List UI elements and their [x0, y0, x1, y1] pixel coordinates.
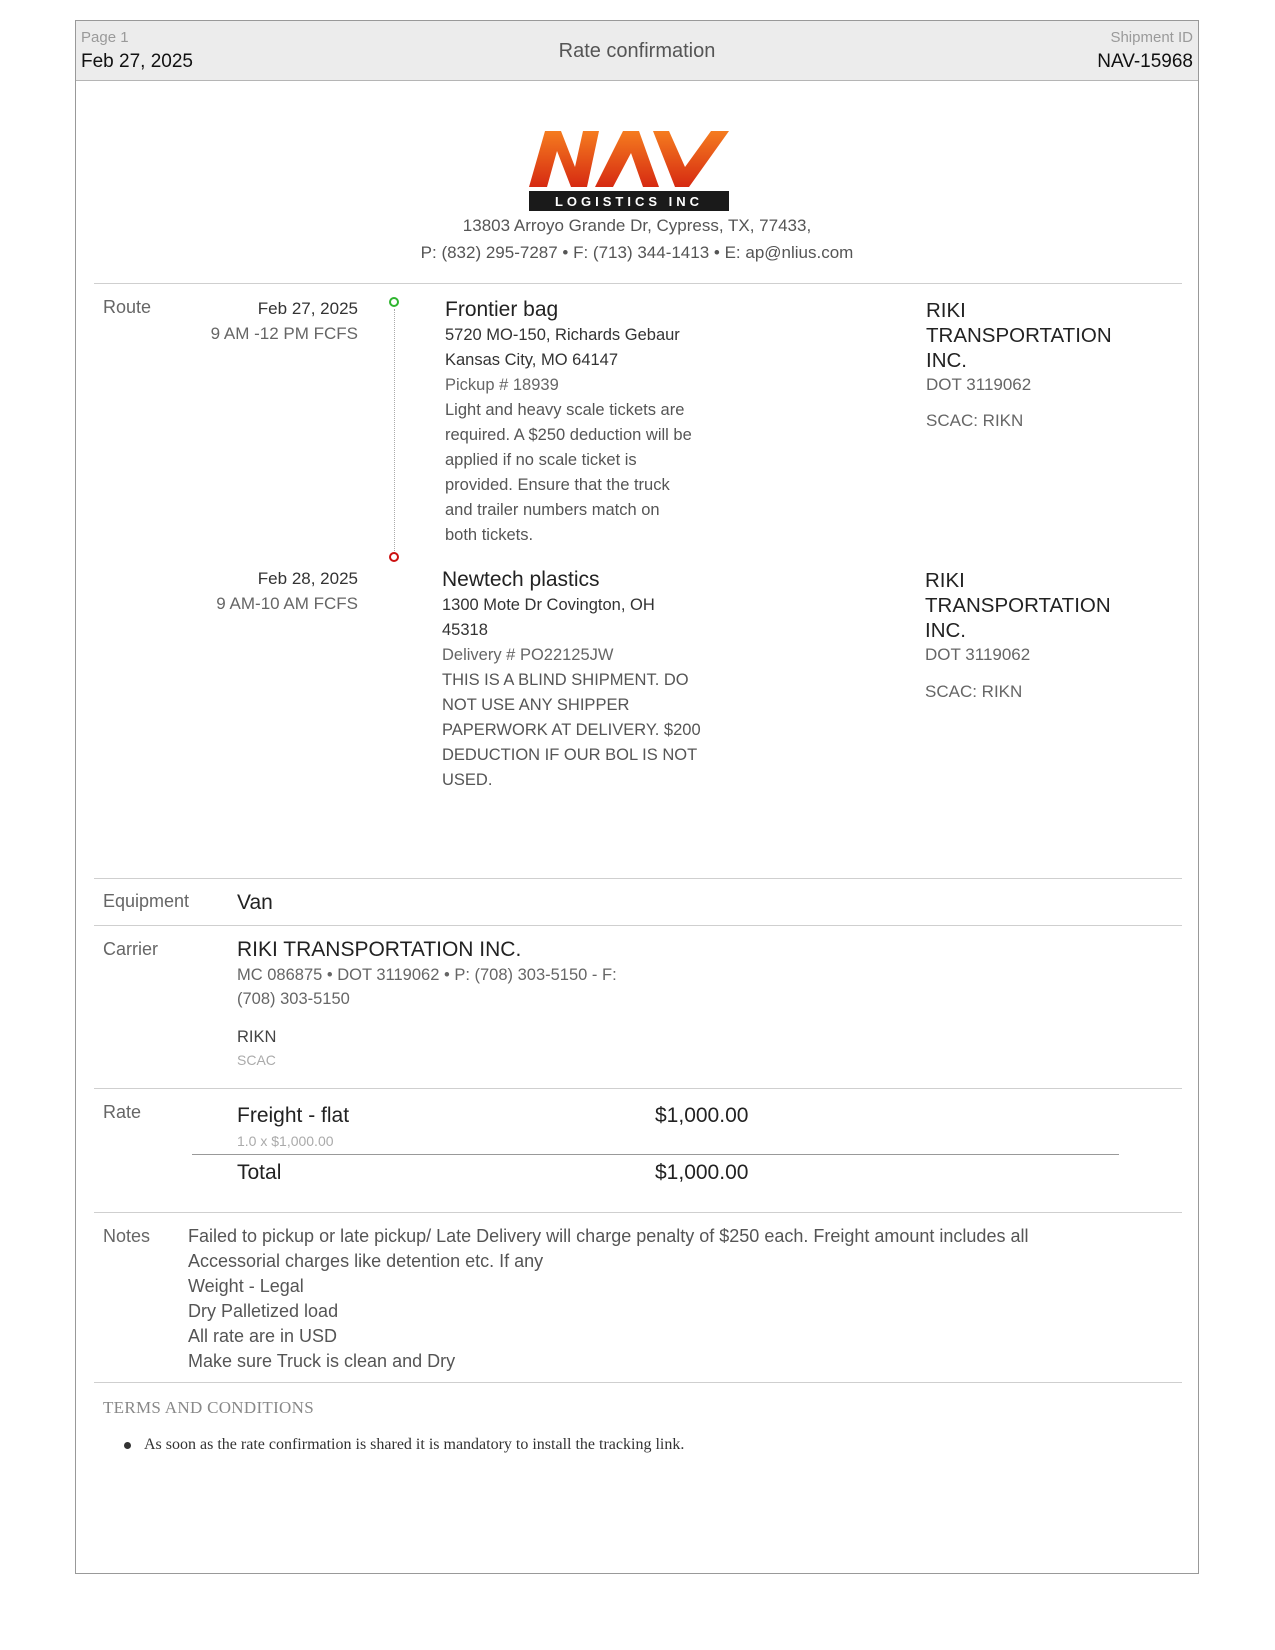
notes-line: Weight - Legal	[188, 1276, 304, 1296]
pickup-note-line: required. A $250 deduction will be	[445, 426, 692, 444]
delivery-name: Newtech plastics	[442, 568, 600, 591]
carrier-name-line: TRANSPORTATION	[925, 594, 1111, 617]
page-title: Rate confirmation	[558, 40, 716, 62]
pickup-note-line: and trailer numbers match on	[445, 501, 660, 519]
rate-total-label: Total	[237, 1161, 282, 1184]
rate-item-detail: 1.0 x $1,000.00	[237, 1133, 334, 1149]
equipment-label: Equipment	[103, 891, 190, 911]
carrier-name-line: TRANSPORTATION	[926, 324, 1112, 347]
divider	[94, 1088, 1182, 1089]
page-label: Page 1	[81, 29, 129, 46]
terms-title: TERMS AND CONDITIONS	[103, 1398, 314, 1417]
delivery-ref: Delivery # PO22125JW	[442, 646, 614, 664]
delivery-note-line: DEDUCTION IF OUR BOL IS NOT	[442, 746, 698, 764]
carrier-name-line: INC.	[926, 349, 967, 372]
carrier-label: Carrier	[103, 939, 159, 959]
delivery-time: 9 AM-10 AM FCFS	[216, 594, 358, 613]
shipment-id: NAV-15968	[1097, 51, 1193, 72]
delivery-note-line: USED.	[442, 771, 493, 789]
rate-item-amount: $1,000.00	[655, 1104, 749, 1127]
document-header	[76, 21, 1198, 81]
pickup-carrier-dot: DOT 3119062	[926, 375, 1032, 394]
delivery-date: Feb 28, 2025	[257, 569, 358, 588]
pickup-address-2: Kansas City, MO 64147	[445, 351, 619, 369]
pickup-carrier-scac: SCAC: RIKN	[926, 411, 1024, 430]
carrier-details-1: MC 086875 • DOT 3119062 • P: (708) 303-5150 - F:	[237, 966, 617, 984]
pickup-note-line: applied if no scale ticket is	[445, 451, 637, 469]
notes-body	[188, 1224, 1028, 1374]
pickup-carrier-name	[926, 298, 1126, 373]
carrier-name-line: RIKI	[925, 569, 965, 592]
company-logo	[527, 125, 739, 215]
divider	[94, 878, 1182, 879]
header-date: Feb 27, 2025	[81, 51, 193, 72]
pickup-note-line: Light and heavy scale tickets are	[445, 401, 685, 419]
pickup-time: 9 AM -12 PM FCFS	[210, 324, 358, 343]
notes-line: Accessorial charges like detention etc. If any	[188, 1251, 544, 1271]
pickup-address-1: 5720 MO-150, Richards Gebaur	[445, 326, 680, 344]
shipment-id-label: Shipment ID	[1110, 29, 1193, 46]
rate-divider	[192, 1154, 1119, 1155]
pickup-note-line: both tickets.	[445, 526, 534, 544]
rate-label: Rate	[103, 1102, 142, 1122]
notes-line: Dry Palletized load	[188, 1301, 339, 1321]
document-frame	[75, 20, 1199, 1574]
delivery-carrier-scac: SCAC: RIKN	[925, 682, 1023, 701]
carrier-name-line: INC.	[925, 619, 966, 642]
company-address: 13803 Arroyo Grande Dr, Cypress, TX, 77433,	[462, 216, 812, 235]
delivery-carrier-dot: DOT 3119062	[925, 645, 1031, 664]
bullet-icon	[124, 1442, 131, 1449]
pickup-marker-icon	[389, 297, 399, 307]
equipment-value: Van	[237, 891, 273, 914]
delivery-note-line: NOT USE ANY SHIPPER	[442, 696, 630, 714]
divider	[94, 283, 1182, 284]
route-label: Route	[103, 297, 152, 317]
notes-label: Notes	[103, 1226, 151, 1246]
delivery-marker-icon	[389, 552, 399, 562]
pickup-note-line: provided. Ensure that the truck	[445, 476, 670, 494]
notes-line: All rate are in USD	[188, 1326, 338, 1346]
divider	[94, 1382, 1182, 1383]
delivery-note-line: PAPERWORK AT DELIVERY. $200	[442, 721, 701, 739]
rate-total-amount: $1,000.00	[655, 1161, 749, 1184]
delivery-address-1: 1300 Mote Dr Covington, OH	[442, 596, 655, 614]
carrier-details-2: (708) 303-5150	[237, 990, 350, 1008]
pickup-notes	[445, 398, 725, 548]
divider	[94, 925, 1182, 926]
divider	[94, 1212, 1182, 1213]
terms-item: As soon as the rate confirmation is shared it is mandatory to install the tracking link.	[144, 1436, 685, 1453]
pickup-date: Feb 27, 2025	[257, 299, 358, 318]
pickup-ref: Pickup # 18939	[445, 376, 559, 394]
delivery-address-2: 45318	[442, 621, 488, 639]
rate-item-name: Freight - flat	[237, 1104, 350, 1127]
delivery-carrier-name	[925, 568, 1125, 643]
carrier-scac-label: SCAC	[237, 1052, 276, 1068]
route-line	[394, 309, 395, 553]
pickup-name: Frontier bag	[445, 298, 559, 321]
carrier-name: RIKI TRANSPORTATION INC.	[237, 938, 522, 961]
carrier-scac-value: RIKN	[237, 1028, 277, 1046]
carrier-name-line: RIKI	[926, 299, 966, 322]
delivery-note-line: THIS IS A BLIND SHIPMENT. DO	[442, 671, 689, 689]
delivery-notes	[442, 668, 722, 793]
notes-line: Make sure Truck is clean and Dry	[188, 1351, 456, 1371]
notes-line: Failed to pickup or late pickup/ Late Delivery will charge penalty of $250 each. Freight amount includes all	[188, 1226, 1029, 1246]
company-contact: P: (832) 295-7287 • F: (713) 344-1413 • E: ap@nlius.com	[420, 243, 854, 262]
logo-subtext: LOGISTICS INC	[554, 194, 704, 209]
